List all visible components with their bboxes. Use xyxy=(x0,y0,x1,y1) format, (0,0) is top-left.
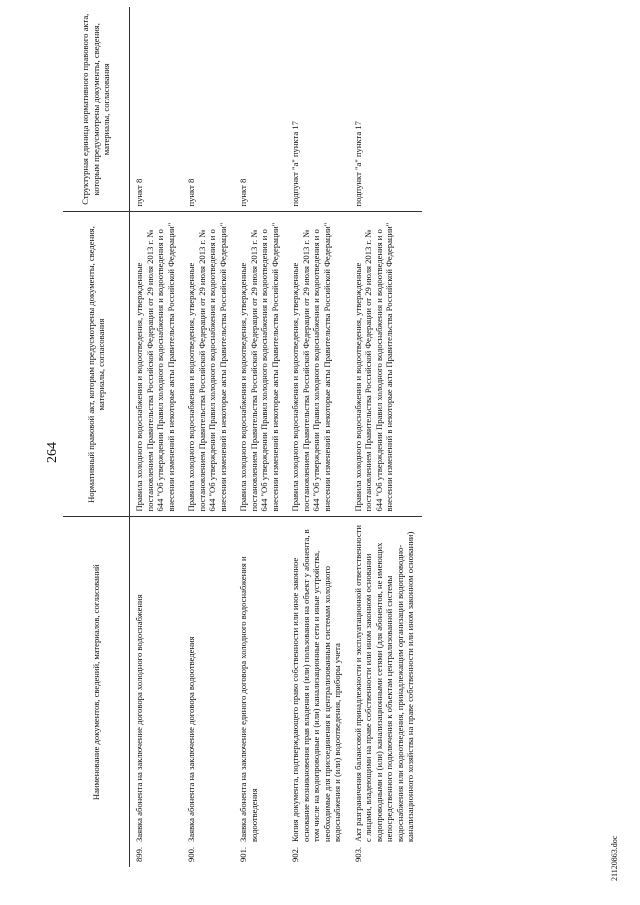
row-number: 899. xyxy=(134,846,144,862)
table-row xyxy=(349,7,422,867)
table-header-row xyxy=(63,7,130,867)
header-act: Нормативный правовой акт, которым предусмотрены документы, сведения, материалы, согласования xyxy=(63,212,130,517)
row-name: Копия документа, подтверждающего право собственности или иное законное основание возникновения прав владения и (или) пользования на объект у абонента, в том числе на водопроводные и (или) канализационные сети и иные устройства, необходимые для присоединения к централизованным системам холодного водоснабжения и (или) водоотведения, приборы учета xyxy=(290,529,342,842)
row-name: Заявка абонента на заключение договора водоотведения xyxy=(186,636,196,842)
row-structure: подпункт "а" пункта 17 xyxy=(349,7,422,212)
row-number: 903. xyxy=(352,846,363,862)
row-structure: пункт 8 xyxy=(234,7,286,212)
row-number: 901. xyxy=(238,846,248,862)
row-act: Правила холодного водоснабжения и водоотведения, утвержденные постановлением Правительства Российской Федерации от 29 июля 2013 г. № 644 "Об утверждении Правил холодного водоснабжения и водоотведения и о внесении изменений в некоторые акты Правительства Российской Федерации" xyxy=(182,212,234,517)
table-row xyxy=(182,7,234,867)
row-structure: пункт 8 xyxy=(130,7,183,212)
row-number: 900. xyxy=(186,846,196,862)
header-number xyxy=(63,847,130,867)
row-structure: пункт 8 xyxy=(182,7,234,212)
row-name: Акт разграничения балансовой принадлежности и эксплуатационной ответственности с лицами, владеющими на праве собственности или ином законном основании водопроводными и (или) канализационными сетями (для абонентов, не имеющих непосредственного подключения к объектам централизованной системы водоснабжения или водоотведения, принадлежащим организации водопроводно-канализационного хозяйства на праве собственности или ином законном основании) xyxy=(352,525,415,842)
row-name: Заявка абонента на заключение договора холодного водоснабжения xyxy=(134,594,144,842)
table-row xyxy=(286,7,349,867)
table-row xyxy=(130,7,183,867)
header-structure: Структурная единица нормативного правового акта, которым предусмотрены документы, сведения, материалы, согласования xyxy=(63,7,130,212)
row-act: Правила холодного водоснабжения и водоотведения, утвержденные постановлением Правительства Российской Федерации от 29 июля 2013 г. № 644 "Об утверждении Правил холодного водоснабжения и водоотведения и о внесении изменений в некоторые акты Правительства Российской Федерации" xyxy=(286,212,349,517)
row-structure: подпункт "а" пункта 17 xyxy=(286,7,349,212)
page-number: 264 xyxy=(45,442,60,463)
header-name: Наименование документов, сведений, материалов, согласований xyxy=(63,517,130,847)
table-row xyxy=(234,7,286,867)
row-act: Правила холодного водоснабжения и водоотведения, утвержденные постановлением Правительства Российской Федерации от 29 июля 2013 г. № 644 "Об утверждении Правил холодного водоснабжения и водоотведения и о внесении изменений в некоторые акты Правительства Российской Федерации" xyxy=(130,212,183,517)
row-name: Заявка абонента на заключение единого договора холодного водоснабжения и водоотведения xyxy=(238,556,259,842)
row-number: 902. xyxy=(290,846,300,862)
documents-table xyxy=(63,7,422,867)
row-act: Правила холодного водоснабжения и водоотведения, утвержденные постановлением Правительства Российской Федерации от 29 июля 2013 г. № 644 "Об утверждении Правил холодного водоснабжения и водоотведения и о внесении изменений в некоторые акты Правительства Российской Федерации" xyxy=(234,212,286,517)
row-act: Правила холодного водоснабжения и водоотведения, утвержденные постановлением Правительства Российской Федерации от 29 июля 2013 г. № 644 "Об утверждении Правил холодного водоснабжения и водоотведения и о внесении изменений в некоторые акты Правительства Российской Федерации" xyxy=(349,212,422,517)
footer-file-name: 21120863.doc xyxy=(610,835,619,881)
